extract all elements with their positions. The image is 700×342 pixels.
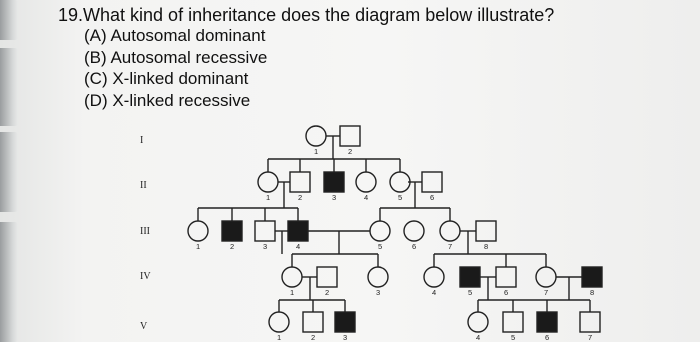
individual-v-4 bbox=[468, 312, 488, 332]
individual-ii-1-number: 1 bbox=[266, 193, 271, 202]
individual-iii-7 bbox=[440, 221, 460, 241]
individual-iv-7-number: 7 bbox=[544, 288, 549, 297]
individual-iii-5-number: 5 bbox=[378, 242, 383, 251]
individual-iv-5 bbox=[460, 267, 480, 287]
individual-v-2 bbox=[303, 312, 323, 332]
individual-iii-7-number: 7 bbox=[448, 242, 453, 251]
individual-iii-2-number: 2 bbox=[230, 242, 235, 251]
individual-v-6 bbox=[537, 312, 557, 332]
generation-label-iii: III bbox=[140, 226, 150, 237]
individual-iv-1 bbox=[282, 267, 302, 287]
individual-ii-6-number: 6 bbox=[430, 193, 435, 202]
individual-ii-5 bbox=[390, 172, 410, 192]
individual-iv-4-number: 4 bbox=[432, 288, 437, 297]
individual-iv-4 bbox=[424, 267, 444, 287]
individual-v-6-number: 6 bbox=[545, 333, 550, 342]
individual-v-1-number: 1 bbox=[277, 333, 282, 342]
individual-ii-3-number: 3 bbox=[332, 193, 337, 202]
generation-label-v: V bbox=[140, 321, 148, 332]
question-text: 19.What kind of inheritance does the diagram below illustrate? bbox=[58, 5, 555, 25]
individual-v-5-number: 5 bbox=[511, 333, 516, 342]
individual-iv-1-number: 1 bbox=[290, 288, 295, 297]
individual-ii-4 bbox=[356, 172, 376, 192]
individual-ii-4-number: 4 bbox=[364, 193, 369, 202]
individual-iii-6-number: 6 bbox=[412, 242, 417, 251]
choice-a[interactable]: (A) Autosomal dominant bbox=[84, 26, 266, 45]
individual-v-3 bbox=[335, 312, 355, 332]
individual-i-2-number: 2 bbox=[348, 147, 353, 156]
individual-iv-6-number: 6 bbox=[504, 288, 509, 297]
individual-iii-5 bbox=[370, 221, 390, 241]
choice-c[interactable]: (C) X-linked dominant bbox=[84, 69, 249, 88]
individual-iii-8 bbox=[476, 221, 496, 241]
individual-ii-5-number: 5 bbox=[398, 193, 403, 202]
generation-label-iv: IV bbox=[140, 271, 151, 282]
choice-d[interactable]: (D) X-linked recessive bbox=[84, 90, 251, 110]
individual-iv-3-number: 3 bbox=[376, 288, 381, 297]
individual-iii-4-number: 4 bbox=[296, 242, 301, 251]
individual-iii-1 bbox=[188, 221, 208, 241]
individual-iii-1-number: 1 bbox=[196, 242, 201, 251]
individual-ii-6 bbox=[422, 172, 442, 192]
individual-iv-6 bbox=[496, 267, 516, 287]
individual-iii-4 bbox=[288, 221, 308, 241]
individual-iii-3 bbox=[255, 221, 275, 241]
individual-iv-2 bbox=[317, 267, 337, 287]
individual-v-5 bbox=[503, 312, 523, 332]
individual-i-1 bbox=[306, 126, 326, 146]
individual-i-1-number: 1 bbox=[314, 147, 319, 156]
individual-v-4-number: 4 bbox=[476, 333, 481, 342]
individual-v-7-number: 7 bbox=[588, 333, 593, 342]
generation-label-ii: II bbox=[140, 180, 147, 191]
individual-iii-2 bbox=[222, 221, 242, 241]
individual-ii-2 bbox=[290, 172, 310, 192]
generation-label-i: I bbox=[140, 135, 144, 146]
choice-b[interactable]: (B) Autosomal recessive bbox=[84, 47, 268, 67]
individual-v-7 bbox=[580, 312, 600, 332]
individual-ii-1 bbox=[258, 172, 278, 192]
individual-iv-7 bbox=[536, 267, 556, 287]
individual-iv-2-number: 2 bbox=[325, 288, 330, 297]
individual-i-2 bbox=[340, 126, 360, 146]
individual-iv-5-number: 5 bbox=[468, 288, 473, 297]
individual-iv-8-number: 8 bbox=[590, 288, 595, 297]
individual-iii-8-number: 8 bbox=[484, 242, 489, 251]
individual-iii-3-number: 3 bbox=[263, 242, 268, 251]
individual-iii-6 bbox=[404, 221, 424, 241]
individual-v-1 bbox=[269, 312, 289, 332]
individual-iv-8 bbox=[582, 267, 602, 287]
individual-ii-2-number: 2 bbox=[298, 193, 303, 202]
individual-v-2-number: 2 bbox=[311, 333, 316, 342]
individual-iv-3 bbox=[368, 267, 388, 287]
individual-v-3-number: 3 bbox=[343, 333, 348, 342]
individual-ii-3 bbox=[324, 172, 344, 192]
